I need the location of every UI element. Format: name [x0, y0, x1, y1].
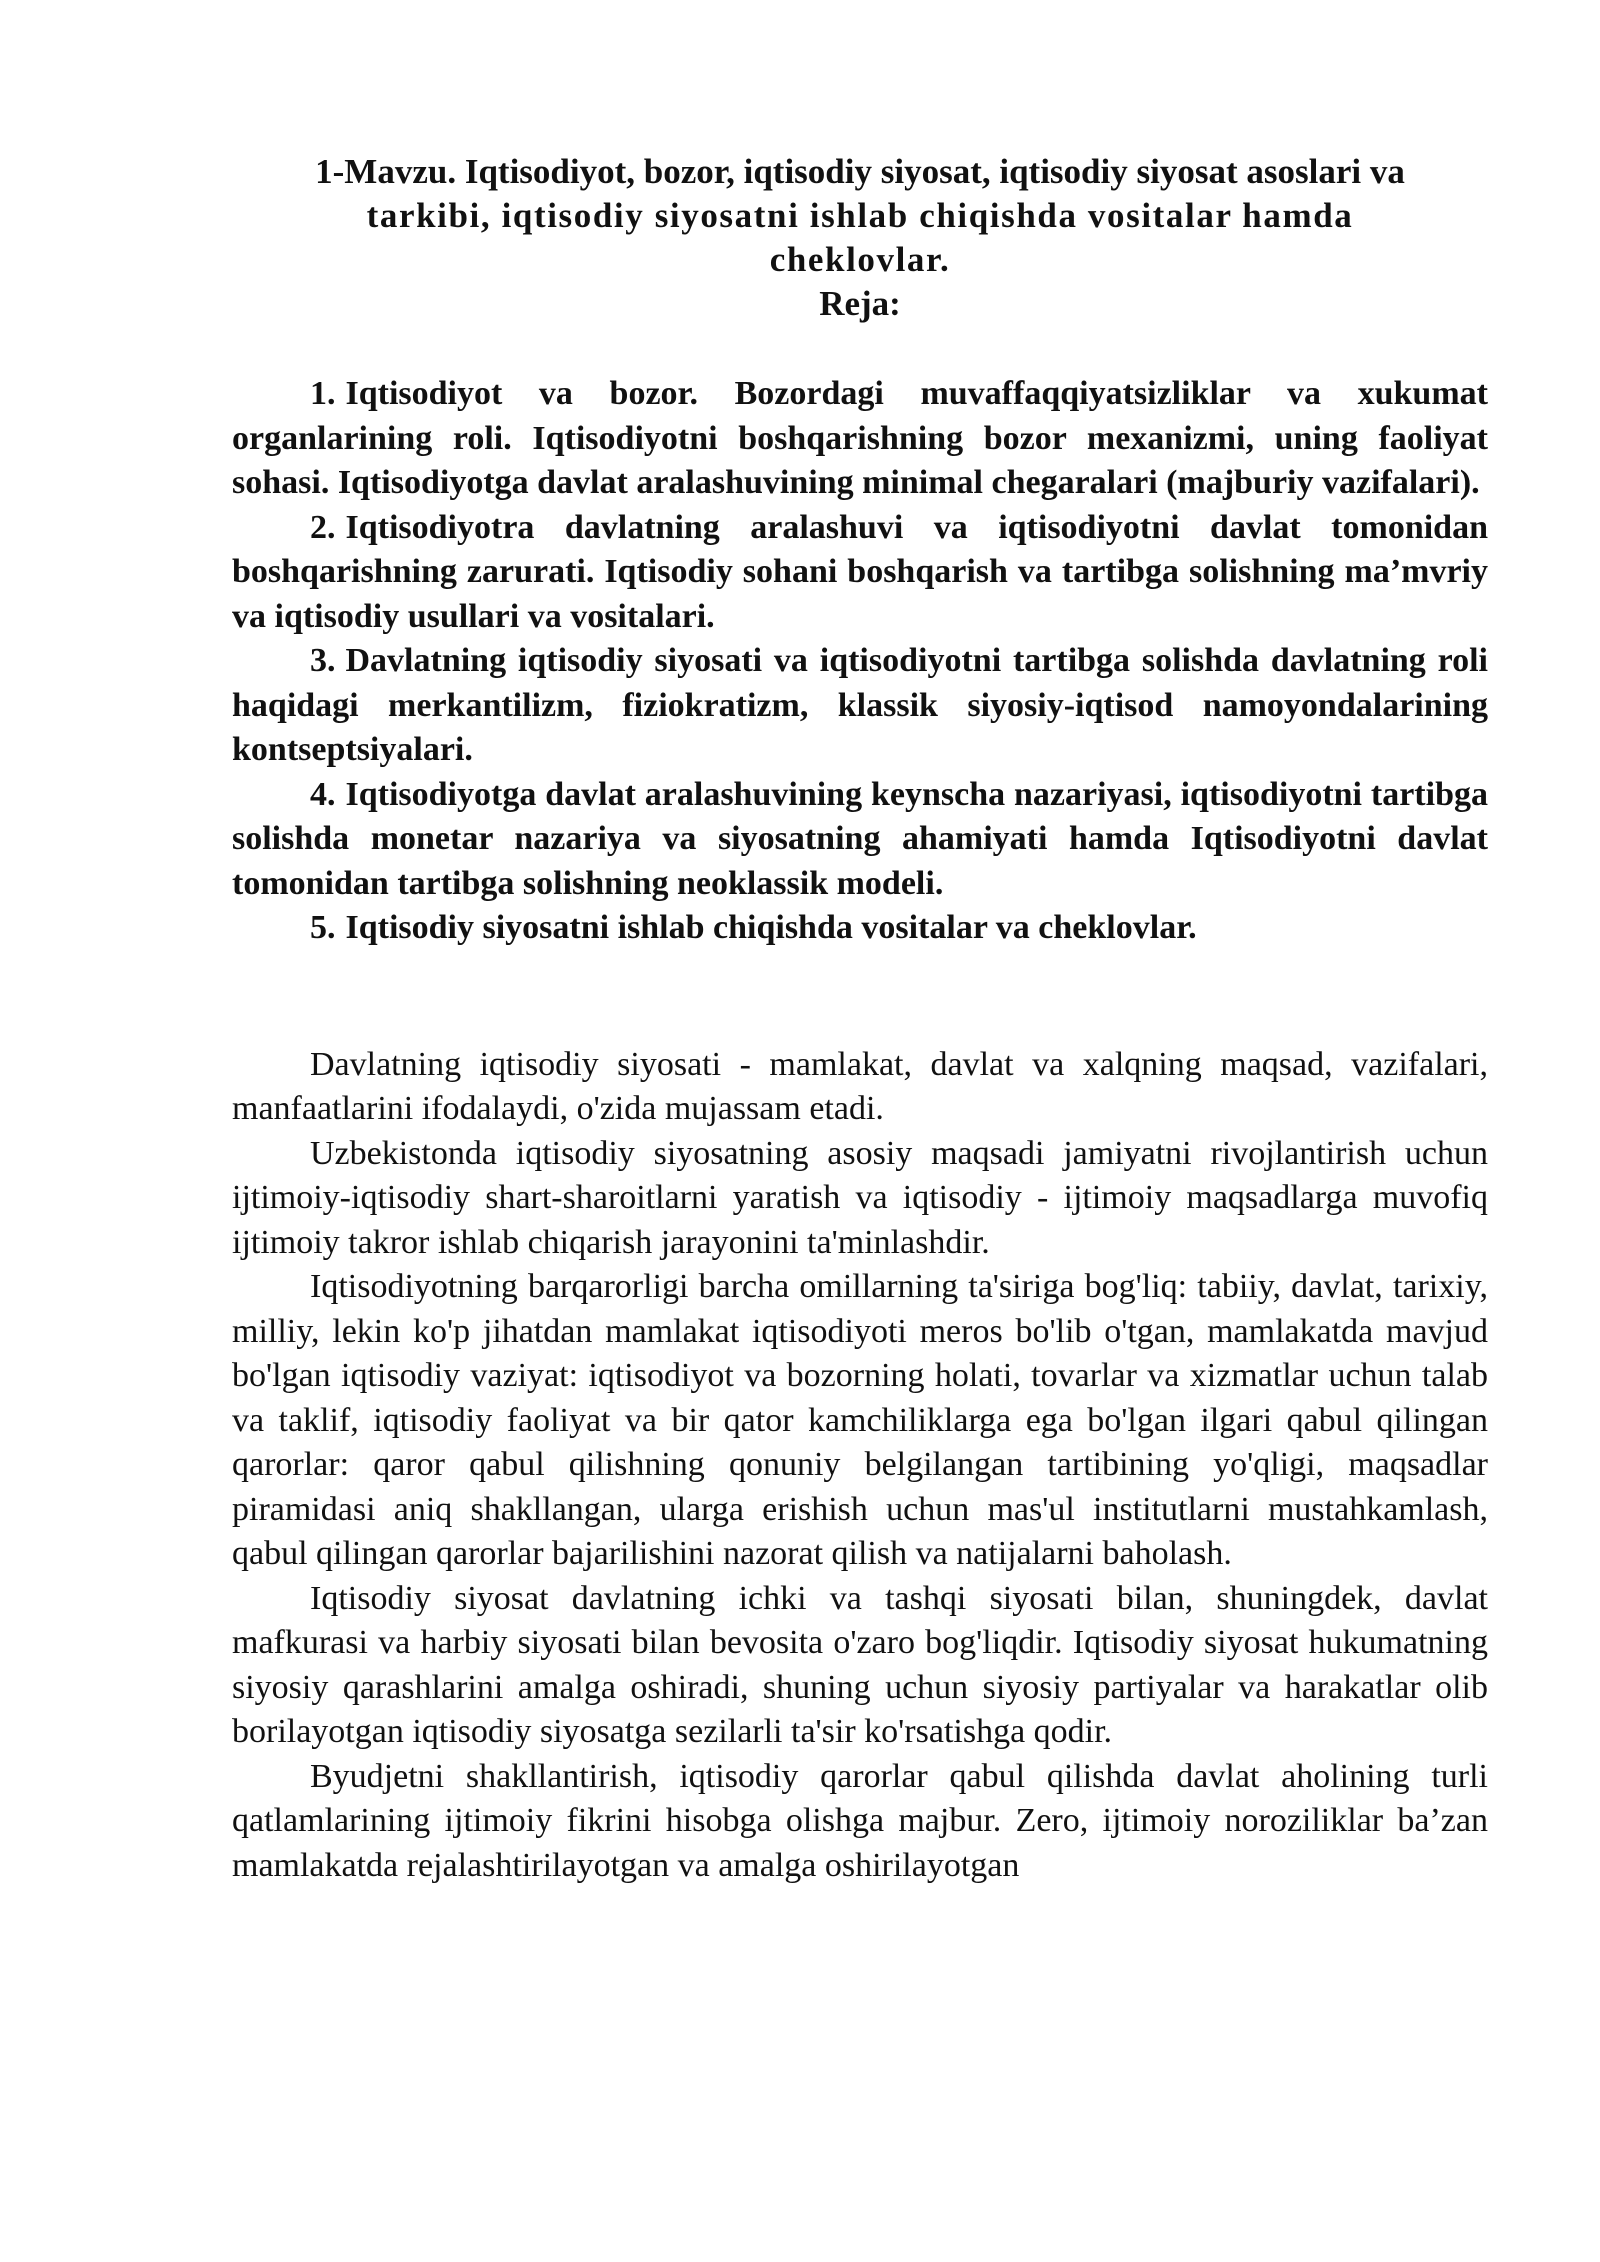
paragraph: Davlatning iqtisodiy siyosati - mamlakat, davlat va xalqning maqsad, vazifalari, manfaatlarini ifodalaydi, o'zida mujassam etadi.	[232, 1045, 1488, 1127]
plan-heading: Reja:	[819, 284, 901, 323]
plan-item	[232, 639, 1488, 773]
title-line: tarkibi, iqtisodiy siyosatni ishlab chiqishda vositalar hamda	[366, 196, 1354, 235]
paragraph: Uzbekistonda iqtisodiy siyosatning asosiy maqsadi jamiyatni rivojlantirish uchun ijtimoiy-iqtisodiy shart-sharoitlarni yaratish va iqtisodiy - ijtimoiy maqsadlarga muvofiq ijtimoiy takror ishlab chiqarish jarayonini ta'minlashdir.	[232, 1134, 1488, 1261]
plan-item-text: Iqtisodiyot va bozor. Bozordagi muvaffaqqiyatsizliklar va xukumat organlarining roli. Iqtisodiyotni boshqarishning bozor mexanizmi, uning faoliyat sohasi. Iqtisodiyotga davlat aralashuvining minimal chegaralari (majburiy vazifalari).	[232, 375, 1488, 501]
plan-item	[232, 372, 1488, 506]
plan-item	[232, 906, 1488, 951]
paragraph: Iqtisodiyotning barqarorligi barcha omillarning ta'siriga bog'liq: tabiiy, davlat, tarixiy, milliy, lekin ko'p jihatdan mamlakat iqtisodiyoti meros bo'lib o'tgan, mamlakatda mavjud bo'lgan iqtisodiy vaziyat: iqtisodiyot va bozorning holati, tovarlar va xizmatlar uchun talab va taklif, iqtisodiy faoliyat va bir qator kamchiliklarga ega bo'lgan ilgari qabul qilingan qarorlar: qaror qabul qilishning qonuniy belgilangan tartibining yo'qligi, maqsadlar piramidasi aniq shakllangan, ularga erishish uchun mas'ul institutlarni mustahkamlash, qabul qilingan qarorlar bajarilishini nazorat qilish va natijalarni baholash.	[232, 1268, 1488, 1572]
document-title	[232, 150, 1488, 282]
plan-item	[232, 773, 1488, 907]
plan-item-text: Davlatning iqtisodiy siyosati va iqtisodiyotni tartibga solishda davlatning roli haqidagi merkantilizm, fiziokratizm, klassik siyosiy-iqtisod namoyondalarining kontseptsiyalari.	[232, 642, 1488, 768]
plan-item-number: 2.	[310, 508, 336, 546]
body-text	[232, 1043, 1488, 1889]
plan-item-number: 5.	[310, 909, 336, 946]
plan-item-number: 1.	[310, 375, 336, 412]
title-line: 1-Mavzu. Iqtisodiyot, bozor, iqtisodiy siyosat, iqtisodiy siyosat asoslari va	[315, 152, 1405, 191]
plan-item-text: Iqtisodiyotga davlat aralashuvining keynscha nazariyasi, iqtisodiyotni tartibga solishda monetar nazariya va siyosatning ahamiyati hamda Iqtisodiyotni davlat tomonidan tartibga solishning neoklassik modeli.	[232, 775, 1488, 902]
paragraph: Iqtisodiy siyosat davlatning ichki va tashqi siyosati bilan, shuningdek, davlat mafkurasi va harbiy siyosati bilan bevosita o'zaro bog'liqdir. Iqtisodiy siyosat hukumatning siyosiy qarashlarini amalga oshiradi, shuning uchun siyosiy partiyalar va harakatlar olib borilayotgan iqtisodiy siyosatga sezilarli ta'sir ko'rsatishga qodir.	[232, 1579, 1488, 1750]
plan-item-text: Iqtisodiy siyosatni ishlab chiqishda vositalar va cheklovlar.	[345, 909, 1197, 946]
plan-item-number: 3.	[310, 642, 336, 679]
plan-item-number: 4.	[310, 775, 336, 813]
plan-item-text: Iqtisodiyotra davlatning aralashuvi va iqtisodiyotni davlat tomonidan boshqarishning zarurati. Iqtisodiy sohani boshqarish va tartibga solishning ma’mvriy va iqtisodiy usullari va vositalari.	[232, 508, 1488, 635]
plan-list	[232, 372, 1488, 951]
title-line: cheklovlar.	[769, 240, 951, 279]
plan-item	[232, 506, 1488, 640]
document-page	[232, 150, 1488, 1888]
paragraph: Byudjetni shakllantirish, iqtisodiy qarorlar qabul qilishda davlat aholining turli qatlamlarining ijtimoiy fikrini hisobga olishga majbur. Zero, ijtimoiy noroziliklar ba’zan mamlakatda rejalashtirilayotgan va amalga oshirilayotgan	[232, 1757, 1488, 1884]
